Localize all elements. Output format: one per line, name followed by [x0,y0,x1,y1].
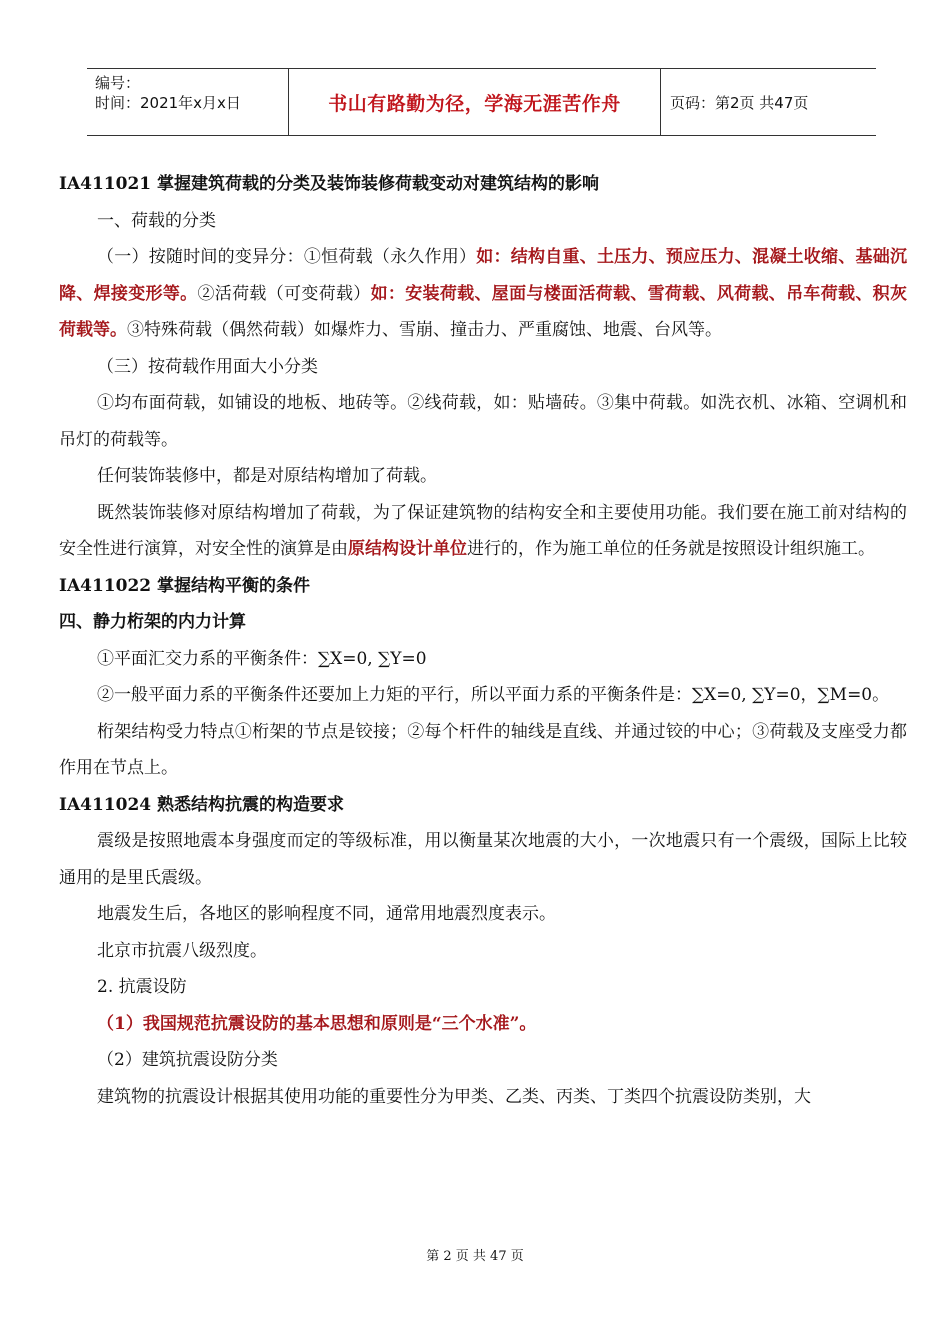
paragraph: ①平面汇交力系的平衡条件：∑X=0, ∑Y=0 [97,648,427,669]
header-meta [87,69,288,135]
section-heading: IA411022 掌握结构平衡的条件 [59,575,311,596]
highlighted-paragraph: （1）我国规范抗震设防的基本思想和原则是“三个水准”。 [97,1013,537,1034]
page-footer: 第 2 页 共 47 页 [426,1249,524,1264]
paragraph: 震级是按照地震本身强度而定的等级标准，用以衡量某次地震的大小，一次地震只有一个震级，国际上比较通用的是里氏震级。 [59,831,907,888]
paragraph: 桁架结构受力特点①桁架的节点是铰接；②每个杆件的轴线是直线、并通过铰的中心；③荷载及支座受力都作用在节点上。 [59,721,907,778]
paragraph: 一、荷载的分类 [97,210,216,231]
page-header [87,68,876,136]
paragraph: （2）建筑抗震设防分类 [97,1050,278,1070]
paragraph: 北京市抗震八级烈度。 [97,940,267,961]
text-run: 既然装饰装修对原结构增加了荷载，为了保证建筑物的结构安全和主要使用功能。我们要在施工前对结构的安全性进行演算，对安全性的演算是由 [59,502,907,559]
paragraph: （三）按荷载作用面大小分类 [97,356,318,377]
paragraph [59,495,907,568]
section-heading: IA411024 熟悉结构抗震的构造要求 [59,794,345,815]
document-body [59,166,907,1115]
text-run: ③特殊荷载（偶然荷载）如爆炸力、雪崩、撞击力、严重腐蚀、地震、台风等。 [127,320,722,340]
subsection-heading: 四、静力桁架的内力计算 [59,612,246,632]
paragraph: 任何装饰装修中，都是对原结构增加了荷载。 [97,466,437,486]
paragraph: ①均布面荷载，如铺设的地板、地砖等。②线荷载，如：贴墙砖。③集中荷载。如洗衣机、冰箱、空调机和吊灯的荷载等。 [59,393,907,450]
header-page-label: 页码：第2页 共47页 [670,93,809,112]
header-time-label: 时间：2021年x月x日 [95,94,241,112]
text-run: 进行的，作为施工单位的任务就是按照设计组织施工。 [467,539,875,559]
highlighted-text: 如：结构自重、土压力、预应压力、混凝土收缩、基础沉降、焊接变形等。 [59,247,908,304]
text-run: （一）按随时间的变异分：①恒荷载（永久作用） [97,247,477,267]
highlighted-text: 原结构设计单位 [348,539,467,559]
section-heading: IA411021 掌握建筑荷载的分类及装饰装修荷载变动对建筑结构的影响 [59,174,600,194]
paragraph [59,239,907,349]
paragraph: 2. 抗震设防 [97,977,187,997]
paragraph: 地震发生后，各地区的影响程度不同，通常用地震烈度表示。 [97,904,556,924]
header-motto: 书山有路勤为径，学海无涯苦作舟 [288,69,661,135]
text-run: ②活荷载（可变荷载） [197,283,371,304]
paragraph: 建筑物的抗震设计根据其使用功能的重要性分为甲类、乙类、丙类、丁类四个抗震设防类别，大 [97,1086,811,1107]
highlighted-text: 如：安装荷载、屋面与楼面活荷载、雪荷载、风荷载、吊车荷载、积灰荷载等。 [59,283,907,340]
header-number-label: 编号： [95,74,141,92]
paragraph: ②一般平面力系的平衡条件还要加上力矩的平行，所以平面力系的平衡条件是：∑X=0, ∑Y=0，∑M=0。 [97,685,890,705]
